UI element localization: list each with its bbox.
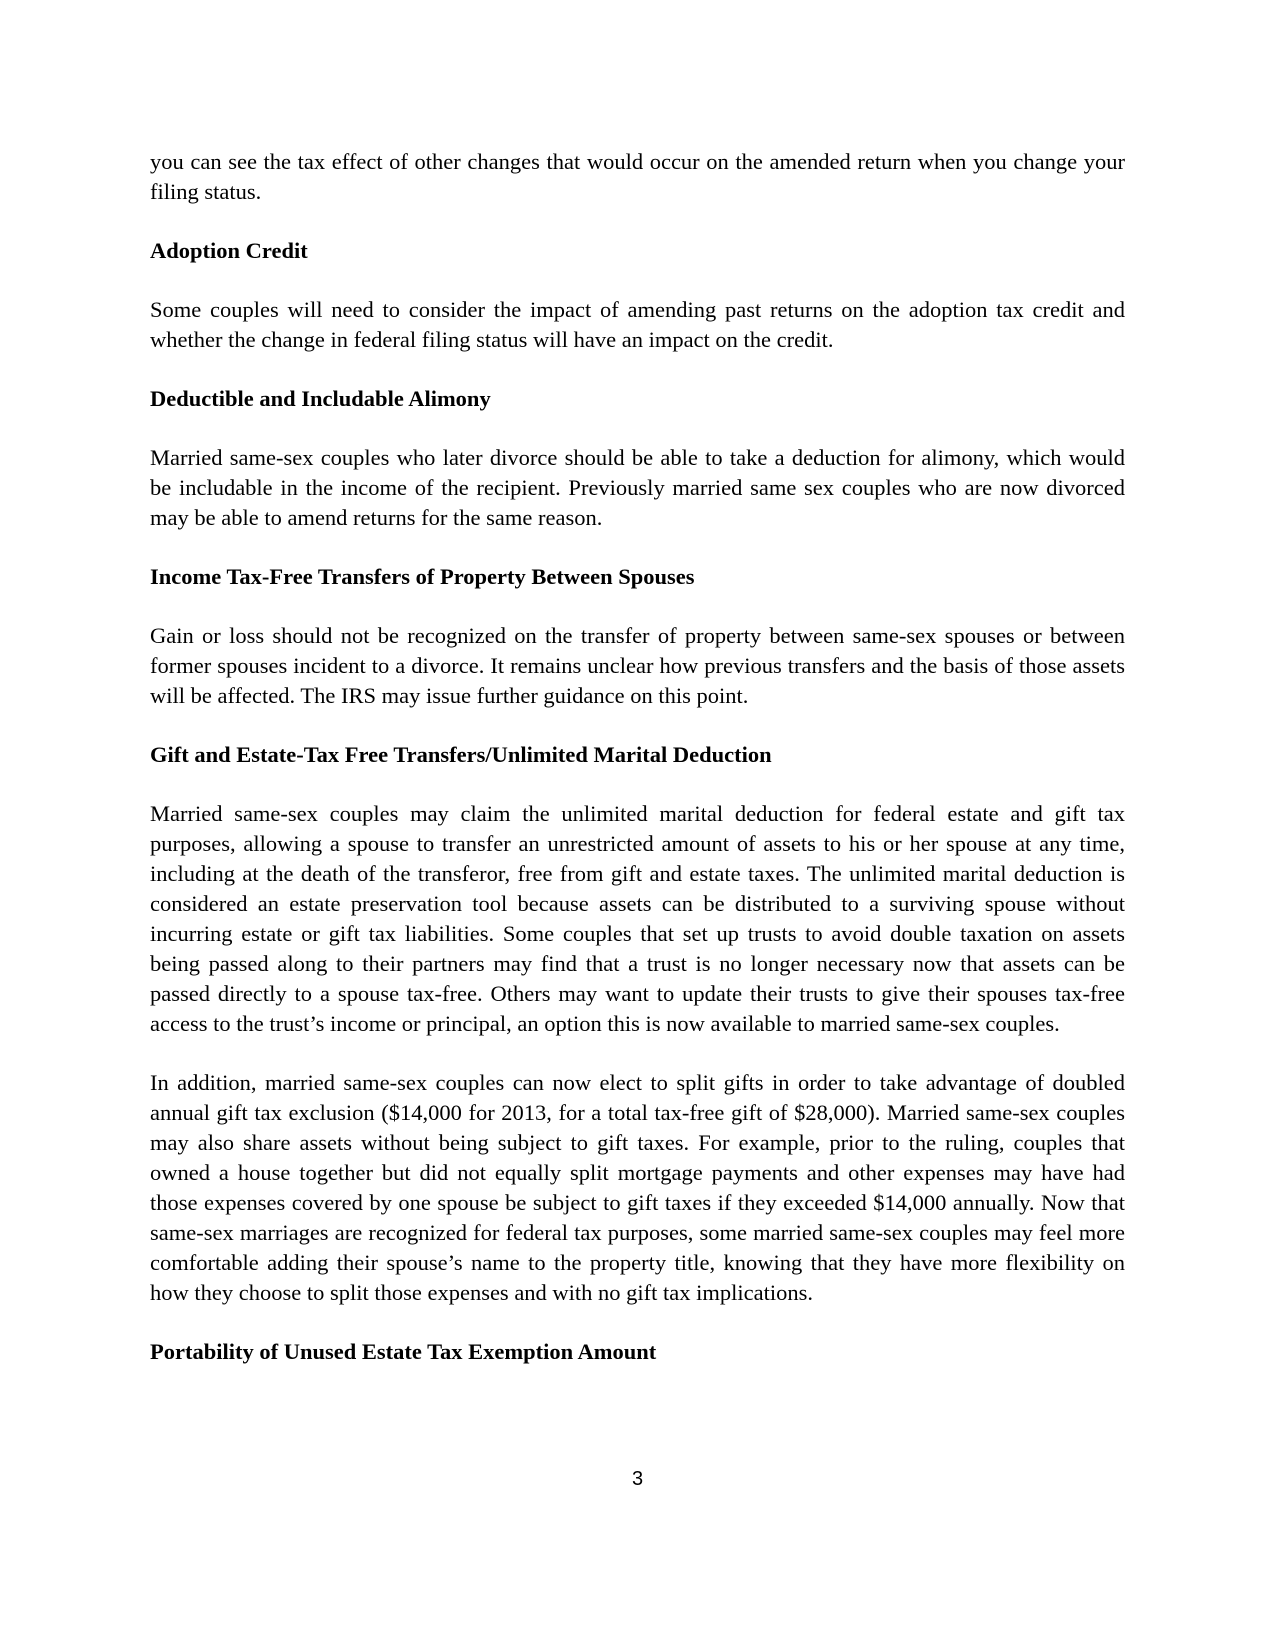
heading-alimony: Deductible and Includable Alimony <box>150 386 491 411</box>
property-transfers-paragraph: Gain or loss should not be recognized on the transfer of property between same-sex spouses or between former spouses incident to a divorce. It remains unclear how previous transfers and the basis of those assets will be affected. The IRS may issue further guidance on this point. <box>150 623 1125 708</box>
split-gifts-paragraph: In addition, married same-sex couples can now elect to split gifts in order to take advantage of doubled annual gift tax exclusion ($14,000 for 2013, for a total tax-free gift of $28,000). Married same-sex couples may also share assets without being subject to gift taxes. For example, prior to the ruling, couples that owned a house together but did not equally split mortgage payments and other expenses may have had those expenses covered by one spouse be subject to gift taxes if they exceeded $14,000 annually. Now that same-sex marriages are recognized for federal tax purposes, some married same-sex couples may feel more comfortable adding their spouse’s name to the property title, knowing that they have more flexibility on how they choose to split those expenses and with no gift tax implications. <box>150 1070 1125 1305</box>
page-body <box>150 147 1125 1396</box>
marital-deduction-paragraph: Married same-sex couples may claim the unlimited marital deduction for federal estate and gift tax purposes, allowing a spouse to transfer an unrestricted amount of assets to his or her spouse at any time, including at the death of the transferor, free from gift and estate taxes. The unlimited marital deduction is considered an estate preservation tool because assets can be distributed to a surviving spouse without incurring estate or gift tax liabilities. Some couples that set up trusts to avoid double taxation on assets being passed along to their partners may find that a trust is no longer necessary now that assets can be passed directly to a spouse tax-free. Others may want to update their trusts to give their spouses tax-free access to the trust’s income or principal, an option this is now available to married same-sex couples. <box>150 801 1125 1036</box>
alimony-paragraph: Married same-sex couples who later divorce should be able to take a deduction for alimony, which would be includable in the income of the recipient. Previously married same sex couples who are now divorced may be able to amend returns for the same reason. <box>150 445 1125 530</box>
heading-adoption-credit: Adoption Credit <box>150 238 308 263</box>
adoption-credit-paragraph: Some couples will need to consider the impact of amending past returns on the adoption tax credit and whether the change in federal filing status will have an impact on the credit. <box>150 297 1125 352</box>
heading-marital-deduction: Gift and Estate-Tax Free Transfers/Unlimited Marital Deduction <box>150 742 772 767</box>
heading-portability: Portability of Unused Estate Tax Exemption Amount <box>150 1339 657 1364</box>
intro-paragraph: you can see the tax effect of other changes that would occur on the amended return when you change your filing status. <box>150 149 1125 204</box>
page-number: 3 <box>631 1468 644 1490</box>
heading-property-transfers: Income Tax-Free Transfers of Property Between Spouses <box>150 564 695 589</box>
